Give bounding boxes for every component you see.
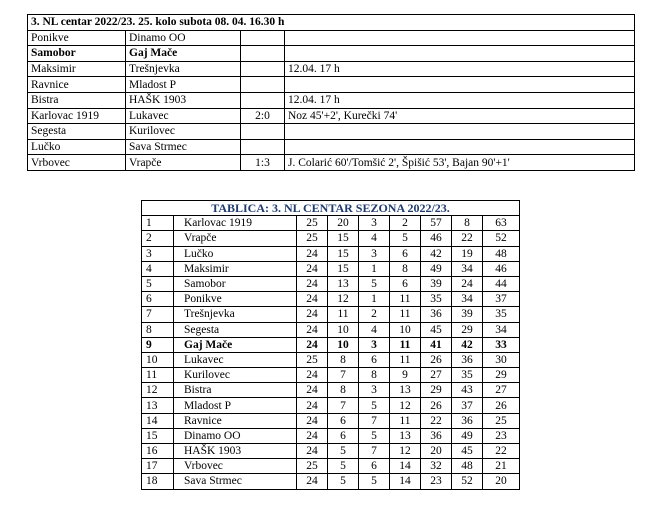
standings-points: 37 xyxy=(483,292,520,307)
standings-goals-for: 29 xyxy=(421,383,452,398)
standings-played: 24 xyxy=(297,428,328,443)
standings-lost: 2 xyxy=(390,216,421,231)
standings-row xyxy=(142,474,520,489)
standings-won: 6 xyxy=(328,428,359,443)
standings-team: Sava Strmec xyxy=(174,474,297,489)
standings-goals-against: 42 xyxy=(452,337,483,352)
standings-drawn: 4 xyxy=(359,322,390,337)
match-note: 12.04. 17 h xyxy=(285,61,635,77)
standings-points: 35 xyxy=(483,307,520,322)
standings-goals-against: 34 xyxy=(452,261,483,276)
standings-team: Trešnjevka xyxy=(174,307,297,322)
standings-row xyxy=(142,383,520,398)
match-home-team: Samobor xyxy=(28,46,126,62)
standings-goals-for: 35 xyxy=(421,292,452,307)
standings-goals-for: 20 xyxy=(421,444,452,459)
match-home-team: Ravnice xyxy=(28,77,126,93)
match-away-team: Mladost P xyxy=(126,77,241,93)
standings-played: 24 xyxy=(297,413,328,428)
standings-table xyxy=(141,200,520,490)
match-score xyxy=(241,77,285,93)
match-home-team: Ponikve xyxy=(28,30,126,46)
match-note xyxy=(285,77,635,93)
standings-lost: 6 xyxy=(390,276,421,291)
standings-played: 24 xyxy=(297,444,328,459)
standings-goals-for: 42 xyxy=(421,246,452,261)
match-row xyxy=(28,92,635,108)
standings-team: Maksimir xyxy=(174,261,297,276)
standings-position: 7 xyxy=(142,307,174,322)
match-note: 12.04. 17 h xyxy=(285,92,635,108)
standings-goals-for: 45 xyxy=(421,322,452,337)
match-away-team: Gaj Mače xyxy=(126,46,241,62)
standings-won: 13 xyxy=(328,276,359,291)
standings-won: 5 xyxy=(328,444,359,459)
standings-drawn: 6 xyxy=(359,352,390,367)
standings-position: 16 xyxy=(142,444,174,459)
standings-won: 15 xyxy=(328,246,359,261)
standings-position: 11 xyxy=(142,368,174,383)
standings-goals-against: 36 xyxy=(452,352,483,367)
standings-lost: 8 xyxy=(390,261,421,276)
standings-points: 23 xyxy=(483,428,520,443)
match-note: Noz 45'+2', Kurečki 74' xyxy=(285,108,635,124)
match-score xyxy=(241,30,285,46)
standings-title: TABLICA: 3. NL CENTAR SEZONA 2022/23. xyxy=(142,201,520,216)
standings-lost: 12 xyxy=(390,398,421,413)
match-away-team: Vrapče xyxy=(126,155,241,171)
standings-goals-against: 29 xyxy=(452,322,483,337)
match-note xyxy=(285,46,635,62)
standings-lost: 14 xyxy=(390,474,421,489)
standings-goals-against: 36 xyxy=(452,413,483,428)
standings-lost: 6 xyxy=(390,246,421,261)
match-score xyxy=(241,124,285,140)
standings-position: 15 xyxy=(142,428,174,443)
standings-row xyxy=(142,459,520,474)
standings-won: 6 xyxy=(328,413,359,428)
standings-won: 8 xyxy=(328,383,359,398)
match-score: 2:0 xyxy=(241,108,285,124)
standings-points: 25 xyxy=(483,413,520,428)
standings-won: 20 xyxy=(328,216,359,231)
standings-team: Lukavec xyxy=(174,352,297,367)
standings-position: 4 xyxy=(142,261,174,276)
standings-goals-for: 39 xyxy=(421,276,452,291)
standings-lost: 5 xyxy=(390,231,421,246)
standings-drawn: 2 xyxy=(359,307,390,322)
standings-drawn: 3 xyxy=(359,337,390,352)
match-row xyxy=(28,30,635,46)
standings-drawn: 5 xyxy=(359,276,390,291)
results-table xyxy=(27,14,635,171)
match-row xyxy=(28,77,635,93)
standings-position: 18 xyxy=(142,474,174,489)
match-row xyxy=(28,46,635,62)
standings-position: 8 xyxy=(142,322,174,337)
standings-played: 25 xyxy=(297,231,328,246)
match-away-team: Kurilovec xyxy=(126,124,241,140)
standings-row xyxy=(142,322,520,337)
standings-lost: 11 xyxy=(390,337,421,352)
standings-team: Ravnice xyxy=(174,413,297,428)
standings-goals-against: 45 xyxy=(452,444,483,459)
match-score xyxy=(241,139,285,155)
standings-lost: 12 xyxy=(390,444,421,459)
standings-drawn: 7 xyxy=(359,444,390,459)
standings-row xyxy=(142,352,520,367)
standings-lost: 13 xyxy=(390,383,421,398)
standings-lost: 10 xyxy=(390,322,421,337)
standings-row xyxy=(142,246,520,261)
standings-team: Dinamo OO xyxy=(174,428,297,443)
match-row xyxy=(28,108,635,124)
standings-drawn: 7 xyxy=(359,413,390,428)
match-home-team: Karlovac 1919 xyxy=(28,108,126,124)
standings-points: 30 xyxy=(483,352,520,367)
standings-played: 24 xyxy=(297,383,328,398)
standings-drawn: 3 xyxy=(359,383,390,398)
match-row xyxy=(28,124,635,140)
standings-team: Bistra xyxy=(174,383,297,398)
standings-played: 25 xyxy=(297,459,328,474)
standings-row xyxy=(142,337,520,352)
standings-row xyxy=(142,368,520,383)
match-score: 1:3 xyxy=(241,155,285,171)
standings-position: 5 xyxy=(142,276,174,291)
standings-row xyxy=(142,413,520,428)
standings-position: 10 xyxy=(142,352,174,367)
standings-position: 2 xyxy=(142,231,174,246)
standings-row xyxy=(142,231,520,246)
standings-played: 24 xyxy=(297,337,328,352)
standings-goals-against: 48 xyxy=(452,459,483,474)
standings-row xyxy=(142,428,520,443)
match-home-team: Lučko xyxy=(28,139,126,155)
standings-goals-against: 19 xyxy=(452,246,483,261)
match-away-team: Sava Strmec xyxy=(126,139,241,155)
standings-goals-against: 8 xyxy=(452,216,483,231)
standings-won: 10 xyxy=(328,322,359,337)
standings-played: 24 xyxy=(297,368,328,383)
standings-row xyxy=(142,398,520,413)
match-home-team: Vrbovec xyxy=(28,155,126,171)
standings-team: Lučko xyxy=(174,246,297,261)
standings-team: Vrapče xyxy=(174,231,297,246)
standings-lost: 11 xyxy=(390,307,421,322)
standings-team: Gaj Mače xyxy=(174,337,297,352)
standings-team: Ponikve xyxy=(174,292,297,307)
standings-won: 5 xyxy=(328,474,359,489)
standings-goals-for: 57 xyxy=(421,216,452,231)
standings-points: 22 xyxy=(483,444,520,459)
standings-won: 7 xyxy=(328,398,359,413)
match-row xyxy=(28,139,635,155)
standings-points: 63 xyxy=(483,216,520,231)
match-away-team: HAŠK 1903 xyxy=(126,92,241,108)
standings-goals-against: 24 xyxy=(452,276,483,291)
match-score xyxy=(241,46,285,62)
standings-goals-for: 46 xyxy=(421,231,452,246)
standings-points: 46 xyxy=(483,261,520,276)
standings-won: 12 xyxy=(328,292,359,307)
standings-played: 24 xyxy=(297,307,328,322)
standings-drawn: 5 xyxy=(359,428,390,443)
standings-goals-against: 52 xyxy=(452,474,483,489)
match-note xyxy=(285,139,635,155)
standings-drawn: 5 xyxy=(359,398,390,413)
standings-position: 14 xyxy=(142,413,174,428)
standings-lost: 14 xyxy=(390,459,421,474)
standings-points: 26 xyxy=(483,398,520,413)
standings-points: 20 xyxy=(483,474,520,489)
standings-position: 9 xyxy=(142,337,174,352)
standings-row xyxy=(142,276,520,291)
standings-row xyxy=(142,292,520,307)
standings-position: 13 xyxy=(142,398,174,413)
standings-team: Samobor xyxy=(174,276,297,291)
match-away-team: Lukavec xyxy=(126,108,241,124)
standings-team: Segesta xyxy=(174,322,297,337)
standings-goals-against: 37 xyxy=(452,398,483,413)
standings-goals-for: 36 xyxy=(421,428,452,443)
standings-goals-for: 49 xyxy=(421,261,452,276)
standings-points: 52 xyxy=(483,231,520,246)
match-away-team: Dinamo OO xyxy=(126,30,241,46)
standings-team: Karlovac 1919 xyxy=(174,216,297,231)
standings-goals-for: 36 xyxy=(421,307,452,322)
standings-team: HAŠK 1903 xyxy=(174,444,297,459)
standings-row xyxy=(142,261,520,276)
standings-goals-against: 34 xyxy=(452,292,483,307)
standings-drawn: 4 xyxy=(359,231,390,246)
match-home-team: Segesta xyxy=(28,124,126,140)
standings-row xyxy=(142,216,520,231)
standings-lost: 11 xyxy=(390,352,421,367)
match-score xyxy=(241,61,285,77)
standings-team: Vrbovec xyxy=(174,459,297,474)
standings-goals-for: 23 xyxy=(421,474,452,489)
standings-drawn: 3 xyxy=(359,216,390,231)
standings-team: Kurilovec xyxy=(174,368,297,383)
standings-goals-against: 43 xyxy=(452,383,483,398)
standings-won: 10 xyxy=(328,337,359,352)
match-away-team: Trešnjevka xyxy=(126,61,241,77)
standings-played: 24 xyxy=(297,322,328,337)
results-header-row xyxy=(28,15,635,31)
standings-lost: 11 xyxy=(390,413,421,428)
standings-goals-against: 49 xyxy=(452,428,483,443)
standings-drawn: 5 xyxy=(359,474,390,489)
standings-drawn: 1 xyxy=(359,292,390,307)
standings-points: 21 xyxy=(483,459,520,474)
standings-goals-for: 26 xyxy=(421,352,452,367)
standings-points: 44 xyxy=(483,276,520,291)
match-home-team: Bistra xyxy=(28,92,126,108)
standings-drawn: 6 xyxy=(359,459,390,474)
standings-drawn: 8 xyxy=(359,368,390,383)
standings-goals-for: 22 xyxy=(421,413,452,428)
standings-points: 34 xyxy=(483,322,520,337)
standings-won: 7 xyxy=(328,368,359,383)
standings-played: 24 xyxy=(297,276,328,291)
standings-lost: 13 xyxy=(390,428,421,443)
standings-lost: 9 xyxy=(390,368,421,383)
standings-drawn: 1 xyxy=(359,261,390,276)
standings-position: 3 xyxy=(142,246,174,261)
standings-row xyxy=(142,307,520,322)
standings-lost: 11 xyxy=(390,292,421,307)
standings-played: 25 xyxy=(297,216,328,231)
standings-position: 17 xyxy=(142,459,174,474)
standings-played: 24 xyxy=(297,292,328,307)
standings-played: 24 xyxy=(297,474,328,489)
standings-drawn: 3 xyxy=(359,246,390,261)
standings-goals-for: 41 xyxy=(421,337,452,352)
standings-played: 24 xyxy=(297,398,328,413)
match-note xyxy=(285,30,635,46)
match-score xyxy=(241,92,285,108)
standings-played: 24 xyxy=(297,261,328,276)
standings-position: 12 xyxy=(142,383,174,398)
match-home-team: Maksimir xyxy=(28,61,126,77)
standings-points: 48 xyxy=(483,246,520,261)
standings-team: Mladost P xyxy=(174,398,297,413)
standings-won: 5 xyxy=(328,459,359,474)
standings-goals-against: 35 xyxy=(452,368,483,383)
standings-goals-for: 26 xyxy=(421,398,452,413)
standings-points: 27 xyxy=(483,383,520,398)
standings-goals-against: 22 xyxy=(452,231,483,246)
match-note xyxy=(285,124,635,140)
standings-goals-against: 39 xyxy=(452,307,483,322)
standings-goals-for: 27 xyxy=(421,368,452,383)
match-row xyxy=(28,155,635,171)
match-note: J. Colarić 60'/Tomšić 2', Špišić 53', Bajan 90'+1' xyxy=(285,155,635,171)
standings-won: 15 xyxy=(328,261,359,276)
standings-points: 29 xyxy=(483,368,520,383)
standings-goals-for: 32 xyxy=(421,459,452,474)
standings-won: 8 xyxy=(328,352,359,367)
standings-points: 33 xyxy=(483,337,520,352)
standings-position: 1 xyxy=(142,216,174,231)
results-header: 3. NL centar 2022/23. 25. kolo subota 08. 04. 16.30 h xyxy=(28,15,635,31)
standings-played: 24 xyxy=(297,246,328,261)
standings-title-row xyxy=(142,201,520,216)
standings-row xyxy=(142,444,520,459)
match-row xyxy=(28,61,635,77)
standings-played: 25 xyxy=(297,352,328,367)
standings-won: 11 xyxy=(328,307,359,322)
standings-won: 15 xyxy=(328,231,359,246)
standings-position: 6 xyxy=(142,292,174,307)
